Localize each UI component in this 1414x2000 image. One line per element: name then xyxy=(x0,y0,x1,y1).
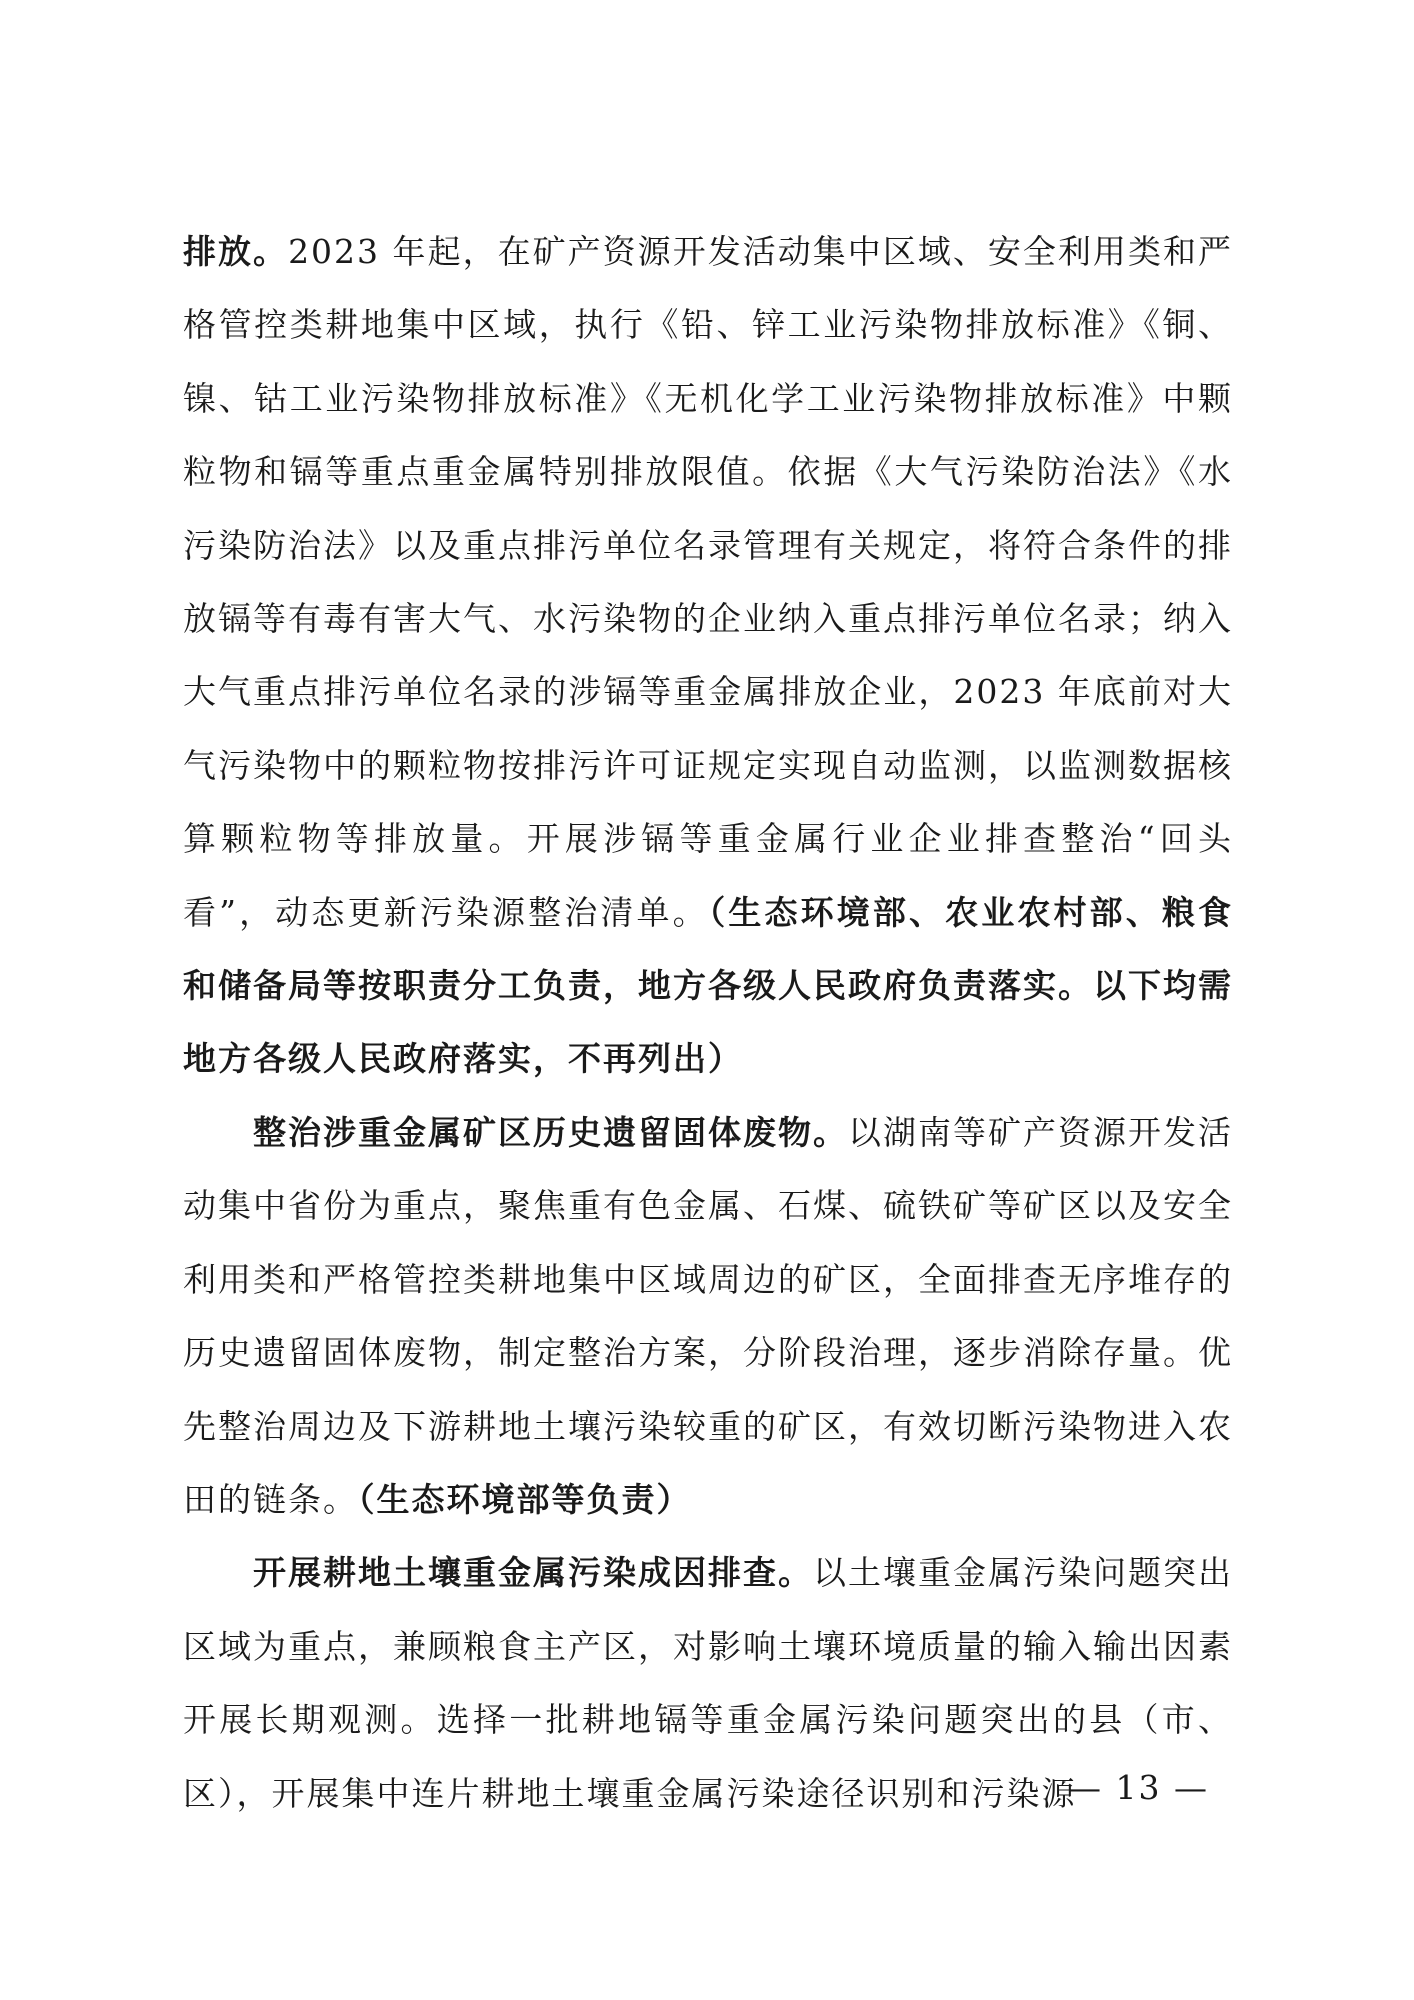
document-body xyxy=(183,215,1233,1830)
paragraph-text: 以湖南等矿产资源开发活动集中省份为重点，聚焦重有色金属、石煤、硫铁矿等矿区以及安全利用类和严格管控类耕地集中区域周边的矿区，全面排查无序堆存的历史遗留固体废物，制定整治方案，分阶段治理，逐步消除存量。优先整治周边及下游耕地土壤污染较重的矿区，有效切断污染物进入农田的链条。 xyxy=(183,1112,1233,1519)
paragraph-responsibility: （生态环境部、农业农村部、粮食和储备局等按职责分工负责，地方各级人民政府负责落实。以下均需地方各级人民政府落实，不再列出） xyxy=(183,892,1233,1079)
paragraph-heading: 整治涉重金属矿区历史遗留固体废物。 xyxy=(253,1112,848,1152)
paragraph-heading: 开展耕地土壤重金属污染成因排查。 xyxy=(253,1553,813,1593)
paragraph-text: 2023 年起，在矿产资源开发活动集中区域、安全利用类和严格管控类耕地集中区域，执行《铅、锌工业污染物排放标准》《铜、镍、钴工业污染物排放标准》《无机化学工业污染物排放标准》中颗粒物和镉等重点重金属特别排放限值。依据《大气污染防治法》《水污染防治法》以及重点排污单位名录管理有关规定，将符合条件的排放镉等有毒有害大气、水污染物的企业纳入重点排污单位名录；纳入大气重点排污单位名录的涉镉等重金属排放企业，2023 年底前对大气污染物中的颗粒物按排污许可证规定实现自动监测，以监测数据核算颗粒物等排放量。开展涉镉等重金属行业企业排查整治“回头看”，动态更新污染源整治清单。 xyxy=(183,232,1233,932)
page-number: — 13 — xyxy=(1068,1768,1209,1807)
paragraph-responsibility: （生态环境部等负责） xyxy=(358,1479,692,1519)
paragraph-mining-waste xyxy=(183,1096,1233,1536)
paragraph-emission xyxy=(183,215,1233,1096)
paragraph-lead: 排放。 xyxy=(183,232,289,271)
paragraph-text: 以土壤重金属污染问题突出区域为重点，兼顾粮食主产区，对影响土壤环境质量的输入输出因素开展长期观测。选择一批耕地镉等重金属污染问题突出的县（市、区），开展集中连片耕地土壤重金属污染途径识别和污染源 xyxy=(183,1553,1233,1813)
